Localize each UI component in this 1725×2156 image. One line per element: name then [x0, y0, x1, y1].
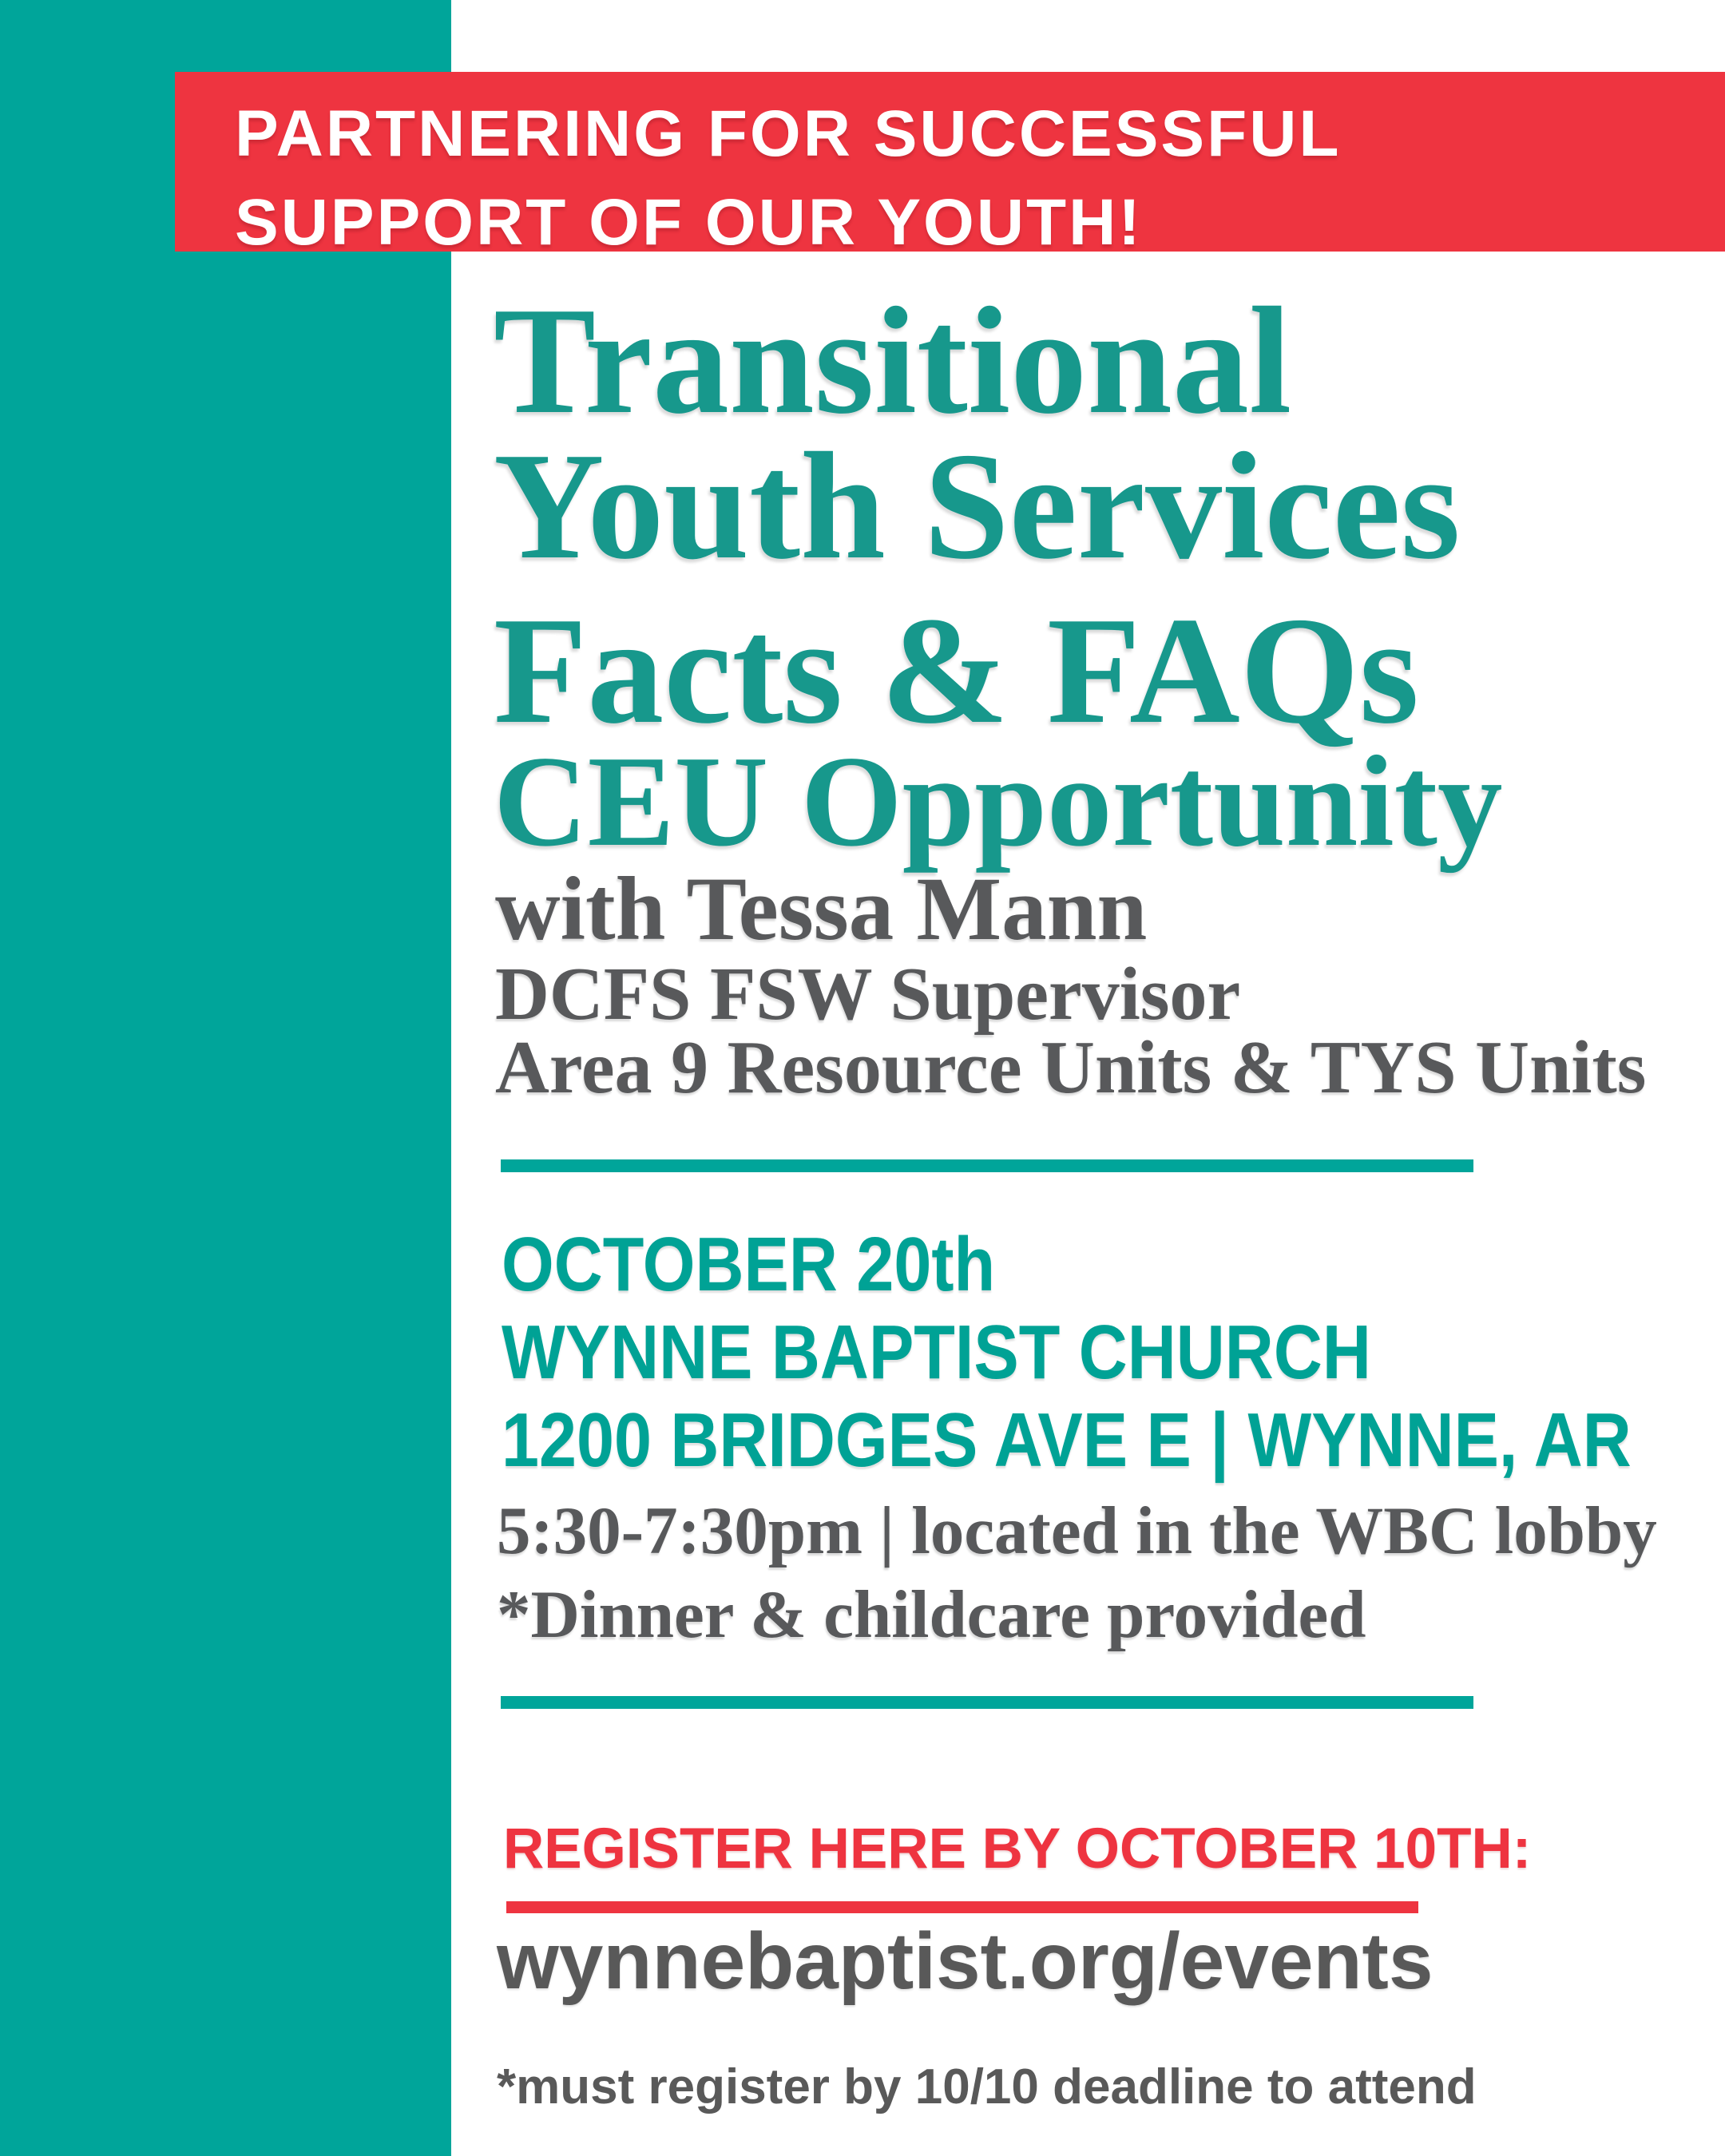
event-venue: WYNNE BAPTIST CHURCH: [502, 1310, 1371, 1395]
title-line-1: Transitional: [494, 275, 1292, 446]
title-line-2: Youth Services: [494, 421, 1461, 591]
speaker-role: DCFS FSW Supervisor: [495, 953, 1241, 1036]
event-dinner-childcare-note: *Dinner & childcare provided: [497, 1577, 1366, 1652]
register-deadline-note: *must register by 10/10 deadline to attend: [497, 2059, 1477, 2114]
title-line-3: Facts & FAQs: [494, 585, 1419, 755]
banner-line-2: SUPPORT OF OUR YOUTH!: [235, 186, 1143, 259]
register-url: wynnebaptist.org/events: [497, 1916, 1434, 2006]
divider-top: [501, 1159, 1473, 1172]
event-date: OCTOBER 20th: [502, 1222, 996, 1307]
title-subtitle-ceu: CEU Opportunity: [494, 730, 1503, 874]
speaker-name: with Tessa Mann: [495, 859, 1148, 959]
banner-line-1: PARTNERING FOR SUCCESSFUL: [235, 97, 1342, 170]
event-time-location: 5:30-7:30pm | located in the WBC lobby: [497, 1493, 1657, 1568]
register-heading: REGISTER HERE BY OCTOBER 10TH:: [503, 1817, 1532, 1881]
event-address: 1200 BRIDGES AVE E | WYNNE, AR: [502, 1397, 1632, 1483]
register-underline: [506, 1901, 1418, 1913]
left-accent-bar: [0, 0, 451, 2156]
divider-bottom: [501, 1696, 1473, 1709]
header-banner: [175, 72, 1725, 259]
speaker-units: Area 9 Resource Units & TYS Units: [495, 1026, 1647, 1109]
